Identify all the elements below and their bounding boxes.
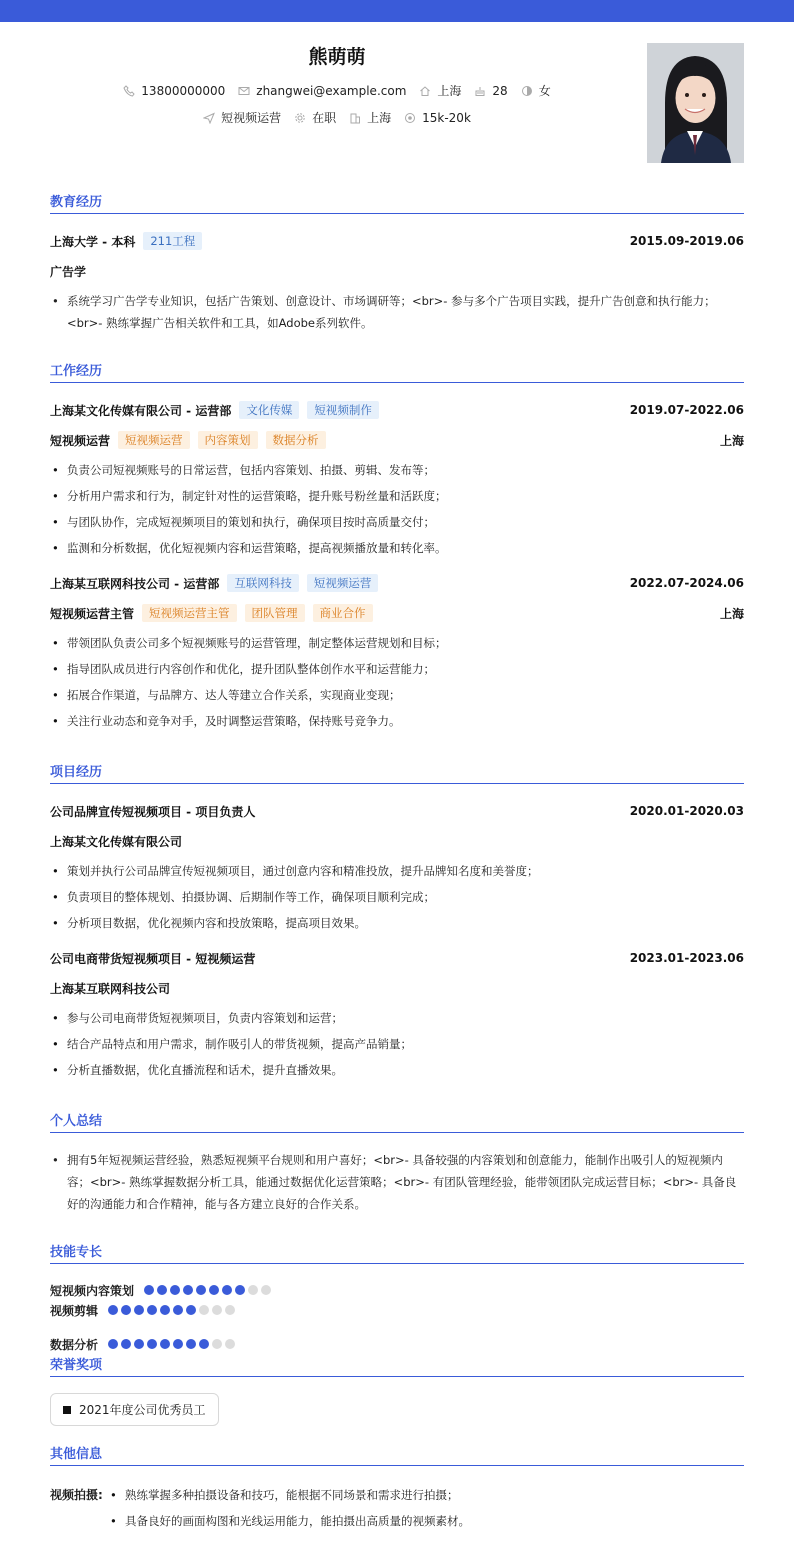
project-bullets [50,1005,744,1083]
skill-dot [160,1305,170,1315]
work-role-row [50,603,744,623]
skill-dot [134,1305,144,1315]
gear-icon [294,112,306,124]
award-badge [50,1393,219,1426]
skills-section [50,1241,744,1354]
skills-title: 技能专长 [50,1241,744,1264]
summary-section [50,1110,744,1215]
project-entry-header [50,948,744,968]
list-item: • 负责项目的整体规划、拍摄协调、后期制作等工作，确保项目顺利完成； [50,884,744,910]
projects-title: 项目经历 [50,761,744,784]
work-city: 上海 [719,606,744,621]
other-section [50,1443,744,1534]
skill-item [50,1280,403,1300]
mail-icon [238,85,250,97]
skill-dot [212,1305,222,1315]
list-item: • 熟练掌握多种拍摄设备和技巧，能根据不同场景和需求进行拍摄； [108,1482,470,1508]
skill-dot [121,1339,131,1349]
profile-photo [647,43,744,163]
skill-item [50,1300,403,1320]
skill-dot [199,1339,209,1349]
email-item [238,84,406,98]
skill-dot [160,1339,170,1349]
other-bullets [108,1482,470,1534]
project-date: 2023.01-2023.06 [629,951,744,965]
skill-name: 短视频内容策划 [50,1283,135,1298]
skill-dot [222,1285,232,1295]
email-text: zhangwei@example.com [256,83,407,98]
candidate-name: 熊萌萌 [308,46,366,68]
skill-level-dots [108,1339,235,1349]
company-tag: 短视频制作 [307,401,379,419]
skill-dot [225,1305,235,1315]
other-entry [50,1482,744,1534]
awards-title: 荣誉奖项 [50,1354,744,1377]
project-org: 上海某文化传媒有限公司 [50,834,183,849]
role-tag: 短视频运营 [118,431,190,449]
status-text: 在职 [312,111,337,125]
other-title: 其他信息 [50,1443,744,1466]
work-title: 工作经历 [50,360,744,383]
job-intent-row [0,109,674,126]
skill-dot [199,1305,209,1315]
education-date: 2015.09-2019.06 [629,234,744,248]
work-entry-header [50,400,744,420]
gender-icon [521,85,533,97]
skill-dot [147,1305,157,1315]
skill-item [50,1334,403,1354]
skill-dot [144,1285,154,1295]
location-item [419,82,461,99]
portrait-image [647,43,744,163]
role-tag: 数据分析 [266,431,326,449]
company-tag: 文化传媒 [239,401,299,419]
status-item [294,109,336,126]
top-accent-bar [0,0,794,22]
skill-dot [235,1285,245,1295]
skill-dot [157,1285,167,1295]
work-role-row [50,430,744,450]
list-item: • 策划并执行公司品牌宣传短视频项目，通过创意内容和精准投放，提升品牌知名度和美誉度； [50,858,744,884]
gender-text: 女 [538,84,551,98]
list-item: • 具备良好的画面构图和光线运用能力，能拍摄出高质量的视频素材。 [108,1508,470,1534]
gender-item [521,82,551,99]
skill-dot [209,1285,219,1295]
role-tag: 内容策划 [198,431,258,449]
education-entry-header [50,231,744,251]
work-date: 2019.07-2022.06 [629,403,744,417]
school-name: 上海大学 - 本科 [50,234,136,249]
list-item: • 分析用户需求和行为，制定针对性的运营策略，提升账号粉丝量和活跃度； [50,483,744,509]
list-item: • 监测和分析数据，优化短视频内容和运营策略，提高视频播放量和转化率。 [50,535,744,561]
skill-dot [186,1339,196,1349]
project-date: 2020.01-2020.03 [629,804,744,818]
company-tag: 短视频运营 [307,574,379,592]
skill-dot [212,1339,222,1349]
work-city: 上海 [719,433,744,448]
school-tag: 211工程 [143,232,202,250]
role-tag: 团队管理 [245,604,305,622]
phone-item [123,84,225,98]
list-item: • 参与公司电商带货短视频项目，负责内容策划和运营； [50,1005,744,1031]
skill-dot [183,1285,193,1295]
project-name: 公司品牌宣传短视频项目 - 项目负责人 [50,804,256,819]
role-tag: 商业合作 [313,604,373,622]
target-job-item [203,109,281,126]
list-item: • 分析项目数据，优化视频内容和投放策略，提高项目效果。 [50,910,744,936]
project-org: 上海某互联网科技公司 [50,981,171,996]
list-item: • 带领团队负责公司多个短视频账号的运营管理，制定整体运营规划和目标； [50,630,744,656]
age-item [474,84,507,98]
skill-dot [248,1285,258,1295]
target-city-item [349,109,391,126]
summary-text: • 拥有5年短视频运营经验，熟悉短视频平台规则和用户喜好；<br>- 具备较强的内容策划和创意能力，能制作出吸引人的短视频内容；<br>- 熟练掌握数据分析工具，能通过数据优化运营策略；<br>- 有团队管理经验，能带领团队完成运营目标；<br>- 具备良好的沟通能力和合作精神，能与各方建立良好的合作关系。 [50,1149,744,1215]
target-city-text: 上海 [367,111,392,125]
contact-row [0,82,674,99]
cake-icon [474,85,486,97]
skill-dot [196,1285,206,1295]
target-job-text: 短视频运营 [221,111,282,125]
list-item: • 指导团队成员进行内容创作和优化，提升团队整体创作水平和运营能力； [50,656,744,682]
list-item: • 关注行业动态和竞争对手，及时调整运营策略，保持账号竞争力。 [50,708,744,734]
list-item: • 分析直播数据，优化直播流程和话术，提升直播效果。 [50,1057,744,1083]
company-name: 上海某互联网科技公司 - 运营部 [50,576,220,591]
send-icon [203,112,215,124]
resume-header [0,22,794,172]
project-bullets [50,858,744,936]
role-tag: 短视频运营主管 [142,604,237,622]
skill-dot [134,1339,144,1349]
skill-dot [173,1339,183,1349]
age-text: 28 [492,83,508,98]
skill-level-dots [108,1305,235,1315]
award-text: 2021年度公司优秀员工 [79,1403,206,1417]
list-item: • 结合产品特点和用户需求，制作吸引人的带货视频，提高产品销量； [50,1031,744,1057]
job-role: 短视频运营 [50,433,111,448]
projects-section [50,761,744,1083]
major-name: 广告学 [50,264,87,279]
list-item: • 拓展合作渠道，与品牌方、达人等建立合作关系，实现商业变现； [50,682,744,708]
skill-dot [173,1305,183,1315]
coin-icon [404,112,416,124]
skill-dot [121,1305,131,1315]
list-item: • 与团队协作，完成短视频项目的策划和执行，确保项目按时高质量交付； [50,509,744,535]
work-bullets [50,630,744,734]
skills-list [50,1280,744,1354]
phone-text: 13800000000 [141,83,226,98]
company-tag: 互联网科技 [227,574,299,592]
work-entry-header [50,573,744,593]
work-date: 2022.07-2024.06 [629,576,744,590]
skill-dot [170,1285,180,1295]
awards-section [50,1354,744,1426]
square-bullet-icon [63,1406,71,1414]
location-text: 上海 [437,84,462,98]
education-title: 教育经历 [50,191,744,214]
project-name: 公司电商带货短视频项目 - 短视频运营 [50,951,256,966]
summary-title: 个人总结 [50,1110,744,1133]
phone-icon [123,85,135,97]
list-item: • 负责公司短视频账号的日常运营，包括内容策划、拍摄、剪辑、发布等； [50,457,744,483]
skill-dot [108,1339,118,1349]
skill-dot [147,1339,157,1349]
job-role: 短视频运营主管 [50,606,135,621]
home-icon [419,85,431,97]
work-section [50,360,744,734]
project-entry-header [50,801,744,821]
skill-dot [108,1305,118,1315]
salary-text: 15k-20k [422,110,471,125]
building-icon [349,112,361,124]
skill-name: 视频剪辑 [50,1303,99,1318]
skill-dot [186,1305,196,1315]
skill-dot [225,1339,235,1349]
education-description: • 系统学习广告学专业知识，包括广告策划、创意设计、市场调研等；<br>- 参与多个广告项目实践，提升广告创意和执行能力；<br>- 熟练掌握广告相关软件和工具，如Adobe系列软件。 [50,290,744,334]
skill-dot [261,1285,271,1295]
company-name: 上海某文化传媒有限公司 - 运营部 [50,403,232,418]
skill-level-dots [144,1285,271,1295]
other-label: 视频拍摄: [50,1488,103,1502]
education-section [50,191,744,334]
skill-name: 数据分析 [50,1337,99,1352]
work-bullets [50,457,744,561]
salary-item [404,111,471,125]
